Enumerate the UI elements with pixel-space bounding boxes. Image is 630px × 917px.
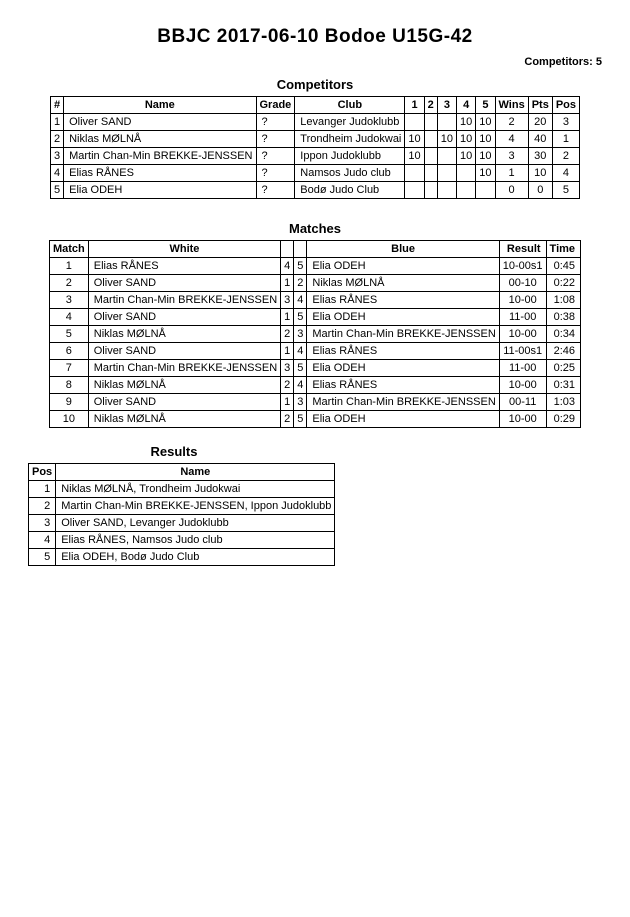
cell-pts: 40	[528, 131, 552, 148]
cell-name: Niklas MØLNÅ	[64, 131, 256, 148]
cell-name: Martin Chan-Min BREKKE-JENSSEN, Ippon Judoklubb	[56, 498, 335, 515]
cell-pts: 0	[528, 182, 552, 199]
cell-number: 3	[50, 148, 63, 165]
cell-pts: 30	[528, 148, 552, 165]
competitors-heading: Competitors	[276, 77, 354, 92]
cell-blue-seed: 3	[294, 394, 307, 411]
cell-white-seed: 1	[281, 275, 294, 292]
cell-pos: 4	[29, 532, 56, 549]
column-header-result: Result	[499, 241, 546, 258]
cell-result: 10-00s1	[499, 258, 546, 275]
cell-r3	[437, 114, 456, 131]
table-row	[49, 275, 580, 292]
cell-r3	[437, 165, 456, 182]
cell-time: 1:08	[546, 292, 580, 309]
cell-number: 1	[50, 114, 63, 131]
cell-time: 2:46	[546, 343, 580, 360]
cell-result: 10-00	[499, 377, 546, 394]
cell-blue-seed: 5	[294, 258, 307, 275]
cell-white: Oliver SAND	[88, 343, 280, 360]
cell-white-seed: 1	[281, 343, 294, 360]
cell-white-seed: 2	[281, 411, 294, 428]
cell-club: Bodø Judo Club	[295, 182, 405, 199]
table-header-row	[29, 464, 335, 481]
competitors-table	[50, 96, 580, 199]
cell-match-number: 6	[49, 343, 88, 360]
table-row	[50, 165, 579, 182]
cell-blue-seed: 4	[294, 377, 307, 394]
matches-table-wrap	[0, 240, 630, 428]
column-header-white-seed	[281, 241, 294, 258]
cell-pts: 10	[528, 165, 552, 182]
table-row	[29, 515, 335, 532]
column-header-r1: 1	[405, 97, 424, 114]
cell-r3	[437, 182, 456, 199]
cell-blue-seed: 4	[294, 292, 307, 309]
cell-white-seed: 2	[281, 326, 294, 343]
matches-table	[49, 240, 581, 428]
column-header-white: White	[88, 241, 280, 258]
cell-blue-seed: 5	[294, 360, 307, 377]
cell-white-seed: 1	[281, 394, 294, 411]
table-row	[49, 411, 580, 428]
cell-blue: Elia ODEH	[307, 411, 499, 428]
cell-wins: 4	[495, 131, 528, 148]
cell-r5: 10	[476, 165, 495, 182]
table-row	[29, 498, 335, 515]
cell-blue: Elias RÅNES	[307, 377, 499, 394]
cell-club: Trondheim Judokwai	[295, 131, 405, 148]
column-header-pts: Pts	[528, 97, 552, 114]
column-header-r2: 2	[424, 97, 437, 114]
table-row	[29, 532, 335, 549]
cell-result: 00-10	[499, 275, 546, 292]
cell-white: Martin Chan-Min BREKKE-JENSSEN	[88, 292, 280, 309]
cell-white-seed: 3	[281, 292, 294, 309]
table-row	[49, 343, 580, 360]
cell-white: Elias RÅNES	[88, 258, 280, 275]
column-header-club: Club	[295, 97, 405, 114]
competitors-count: Competitors: 5	[524, 56, 602, 68]
cell-time: 0:25	[546, 360, 580, 377]
cell-r4: 10	[457, 131, 476, 148]
cell-time: 1:03	[546, 394, 580, 411]
table-row	[29, 481, 335, 498]
cell-blue-seed: 3	[294, 326, 307, 343]
cell-pos: 2	[552, 148, 579, 165]
column-header-name: Name	[56, 464, 335, 481]
cell-match-number: 7	[49, 360, 88, 377]
cell-white: Niklas MØLNÅ	[88, 377, 280, 394]
cell-r5	[476, 182, 495, 199]
cell-blue: Elias RÅNES	[307, 343, 499, 360]
cell-result: 11-00s1	[499, 343, 546, 360]
cell-r4	[457, 165, 476, 182]
column-header-blue: Blue	[307, 241, 499, 258]
cell-white: Oliver SAND	[88, 309, 280, 326]
column-header-wins: Wins	[495, 97, 528, 114]
cell-pos: 5	[29, 549, 56, 566]
cell-white-seed: 4	[281, 258, 294, 275]
cell-name: Oliver SAND	[64, 114, 256, 131]
cell-blue: Elia ODEH	[307, 360, 499, 377]
cell-blue-seed: 5	[294, 309, 307, 326]
cell-pts: 20	[528, 114, 552, 131]
cell-name: Elia ODEH	[64, 182, 256, 199]
cell-blue: Elia ODEH	[307, 309, 499, 326]
cell-pos: 2	[29, 498, 56, 515]
cell-r2	[424, 131, 437, 148]
cell-match-number: 4	[49, 309, 88, 326]
cell-match-number: 10	[49, 411, 88, 428]
cell-time: 0:29	[546, 411, 580, 428]
cell-pos: 3	[552, 114, 579, 131]
cell-match-number: 1	[49, 258, 88, 275]
cell-r5: 10	[476, 114, 495, 131]
cell-white-seed: 3	[281, 360, 294, 377]
cell-wins: 3	[495, 148, 528, 165]
results-table-wrap	[0, 463, 630, 566]
table-header-row	[49, 241, 580, 258]
cell-name: Elias RÅNES, Namsos Judo club	[56, 532, 335, 549]
table-row	[49, 360, 580, 377]
cell-white: Martin Chan-Min BREKKE-JENSSEN	[88, 360, 280, 377]
cell-white: Niklas MØLNÅ	[88, 326, 280, 343]
column-header-r5: 5	[476, 97, 495, 114]
table-row	[49, 326, 580, 343]
tournament-report-page	[0, 26, 630, 917]
cell-match-number: 2	[49, 275, 88, 292]
cell-r2	[424, 114, 437, 131]
cell-blue: Martin Chan-Min BREKKE-JENSSEN	[307, 394, 499, 411]
cell-number: 4	[50, 165, 63, 182]
cell-r4: 10	[457, 114, 476, 131]
cell-r5: 10	[476, 131, 495, 148]
column-header-r4: 4	[457, 97, 476, 114]
cell-white: Oliver SAND	[88, 394, 280, 411]
cell-time: 0:22	[546, 275, 580, 292]
cell-r4: 10	[457, 148, 476, 165]
cell-grade: ?	[256, 131, 295, 148]
cell-result: 11-00	[499, 309, 546, 326]
cell-r5: 10	[476, 148, 495, 165]
results-heading: Results	[150, 444, 198, 459]
cell-time: 0:38	[546, 309, 580, 326]
table-row	[49, 309, 580, 326]
column-header-time: Time	[546, 241, 580, 258]
cell-time: 0:45	[546, 258, 580, 275]
column-header-number: #	[50, 97, 63, 114]
table-row	[29, 549, 335, 566]
cell-white: Niklas MØLNÅ	[88, 411, 280, 428]
cell-club: Levanger Judoklubb	[295, 114, 405, 131]
cell-white-seed: 1	[281, 309, 294, 326]
cell-time: 0:31	[546, 377, 580, 394]
cell-club: Namsos Judo club	[295, 165, 405, 182]
cell-blue-seed: 2	[294, 275, 307, 292]
cell-match-number: 5	[49, 326, 88, 343]
column-header-grade: Grade	[256, 97, 295, 114]
cell-pos: 4	[552, 165, 579, 182]
cell-r2	[424, 182, 437, 199]
cell-name: Elias RÅNES	[64, 165, 256, 182]
cell-grade: ?	[256, 148, 295, 165]
cell-blue: Martin Chan-Min BREKKE-JENSSEN	[307, 326, 499, 343]
competitors-table-wrap	[0, 96, 630, 199]
cell-r2	[424, 148, 437, 165]
cell-r1	[405, 114, 424, 131]
cell-name: Oliver SAND, Levanger Judoklubb	[56, 515, 335, 532]
cell-name: Elia ODEH, Bodø Judo Club	[56, 549, 335, 566]
cell-r3	[437, 148, 456, 165]
table-row	[50, 131, 579, 148]
column-header-pos: Pos	[552, 97, 579, 114]
table-row	[49, 258, 580, 275]
cell-wins: 0	[495, 182, 528, 199]
table-row	[49, 292, 580, 309]
results-table	[28, 463, 335, 566]
column-header-blue-seed	[294, 241, 307, 258]
cell-result: 10-00	[499, 411, 546, 428]
cell-pos: 5	[552, 182, 579, 199]
page-title: BBJC 2017-06-10 Bodoe U15G-42	[157, 26, 473, 47]
cell-r1: 10	[405, 148, 424, 165]
column-header-r3: 3	[437, 97, 456, 114]
cell-grade: ?	[256, 165, 295, 182]
cell-blue: Niklas MØLNÅ	[307, 275, 499, 292]
cell-grade: ?	[256, 182, 295, 199]
cell-r1	[405, 182, 424, 199]
table-row	[50, 148, 579, 165]
cell-r4	[457, 182, 476, 199]
table-row	[49, 377, 580, 394]
cell-grade: ?	[256, 114, 295, 131]
cell-blue-seed: 4	[294, 343, 307, 360]
cell-r1: 10	[405, 131, 424, 148]
table-row	[50, 182, 579, 199]
cell-white: Oliver SAND	[88, 275, 280, 292]
cell-r1	[405, 165, 424, 182]
cell-name: Martin Chan-Min BREKKE-JENSSEN	[64, 148, 256, 165]
cell-blue-seed: 5	[294, 411, 307, 428]
cell-result: 00-11	[499, 394, 546, 411]
cell-pos: 1	[29, 481, 56, 498]
cell-white-seed: 2	[281, 377, 294, 394]
cell-r2	[424, 165, 437, 182]
cell-blue: Elias RÅNES	[307, 292, 499, 309]
cell-number: 2	[50, 131, 63, 148]
table-row	[50, 114, 579, 131]
cell-match-number: 9	[49, 394, 88, 411]
table-header-row	[50, 97, 579, 114]
cell-time: 0:34	[546, 326, 580, 343]
cell-result: 10-00	[499, 292, 546, 309]
cell-match-number: 3	[49, 292, 88, 309]
cell-pos: 3	[29, 515, 56, 532]
cell-blue: Elia ODEH	[307, 258, 499, 275]
cell-number: 5	[50, 182, 63, 199]
cell-club: Ippon Judoklubb	[295, 148, 405, 165]
cell-result: 10-00	[499, 326, 546, 343]
cell-pos: 1	[552, 131, 579, 148]
cell-result: 11-00	[499, 360, 546, 377]
column-header-name: Name	[64, 97, 256, 114]
table-row	[49, 394, 580, 411]
cell-wins: 2	[495, 114, 528, 131]
cell-r3: 10	[437, 131, 456, 148]
column-header-pos: Pos	[29, 464, 56, 481]
column-header-match: Match	[49, 241, 88, 258]
matches-heading: Matches	[288, 221, 342, 236]
cell-name: Niklas MØLNÅ, Trondheim Judokwai	[56, 481, 335, 498]
cell-wins: 1	[495, 165, 528, 182]
cell-match-number: 8	[49, 377, 88, 394]
